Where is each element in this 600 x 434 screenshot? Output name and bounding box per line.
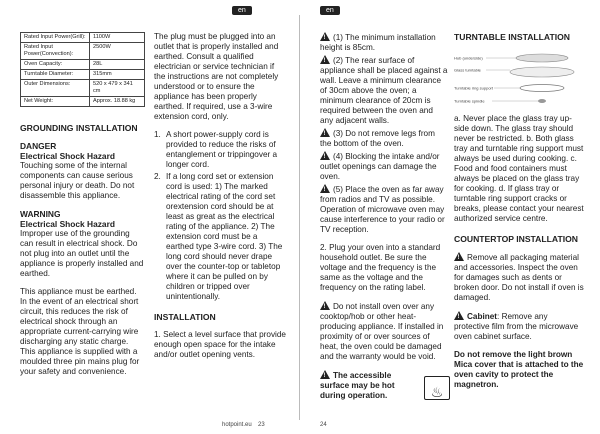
table-row: [21, 33, 145, 43]
turntable-title: TURNTABLE INSTALLATION: [454, 32, 570, 42]
warning-subtitle: Electrical Shock Hazard: [20, 219, 115, 229]
install-item-5: !(5) Place the oven as far away from radios and TV as possible. Operation of microwave oven may cause interference to your radio or TV reception.: [320, 184, 448, 235]
spec-value: 2500W: [90, 43, 145, 60]
install-item-2: !(2) The rear surface of appliance shall be placed against a wall. Leave a minimum clearance of 30cm above the oven; a minimum clearance of 20cm is required between the oven and any adjacent walls.: [320, 55, 448, 126]
table-row: [21, 70, 145, 80]
plug-in-text: 2. Plug your oven into a standard household outlet. Be sure the voltage and the frequency is the same as the voltage and the frequency on the rating label.: [320, 243, 441, 292]
spec-value: Approx. 18.88 kg: [90, 97, 145, 107]
footer-brand: hotpoint.eu: [222, 422, 252, 428]
spec-value: 28L: [90, 60, 145, 70]
hot-surface-warning: !The accessible surface may be hot during operation.: [320, 370, 412, 401]
spec-key: Net Weight:: [21, 97, 90, 107]
plug-text: The plug must be plugged into an outlet that is properly installed and earthed. Consult a qualified electrician or service technician if the instructions are not completely understood or to ensure the appliance has been properly earthed. If required, use a 3-wire extension cord, only.: [154, 32, 279, 121]
diagram-label: Hub (underside): [454, 55, 483, 61]
warning-icon: [320, 301, 330, 310]
countertop-title: COUNTERTOP INSTALLATION: [454, 234, 578, 244]
spec-key: Rated Input Power(Convection):: [21, 43, 90, 60]
glass-turntable-shape: [510, 67, 574, 77]
warning-icon: [320, 184, 330, 193]
spec-table: [20, 32, 145, 107]
left-column-2: [154, 32, 286, 368]
install-item-3: !(3) Do not remove legs from the bottom of the oven.: [320, 128, 448, 149]
diagram-label: Turntable ring support: [454, 85, 493, 91]
language-badge: en: [320, 6, 340, 15]
spec-key: Rated Input Power(Grill):: [21, 33, 90, 43]
turntable-diagram-graphic: [454, 50, 584, 108]
danger-subtitle: Electrical Shock Hazard: [20, 151, 115, 161]
warning-icon: [320, 32, 330, 41]
grounding-title: GROUNDING INSTALLATION: [20, 123, 138, 133]
spec-value: 520 x 479 x 341 cm: [90, 80, 145, 97]
warning-icon: [320, 128, 330, 137]
list-item: 2. If a long cord set or extension cord is used: 1) The marked electrical rating of the cord set orextension cord should be at least as great as the electrical rating of the appliance. 2) The extension cord must be a earthed type 3-wire cord. 3) The long cord should never drape over the counter-top or tabletop where it can be pulled on by children or tripped over unintentionally.: [154, 172, 283, 301]
right-column-1: [320, 32, 448, 401]
spec-key: Oven Capacity:: [21, 60, 90, 70]
cooktop-warning: !Do not install oven over any cooktop/hob or other heat-producing appliance. If installed in proximity of or over sources of heat, the oven could be damaged and the warranty would be void.: [320, 301, 448, 362]
mica-warning: Do not remove the light brown Mica cover that is attached to the oven cavity to protect the magnetron.: [454, 350, 584, 389]
warning-icon: [320, 151, 330, 160]
cord-list: [154, 130, 286, 302]
ring-support-shape: [520, 85, 564, 92]
turntable-text: a. Never place the glass tray up-side down. The glass tray should never be restricted. b. Both glass tray and turntable ring support must always be used during cooking. c. Food and food containers must always be placed on the glass tray for cooking. d. If glass tray or turntable ring support cracks or breaks, please contact your nearest authorized service centre.: [454, 114, 584, 223]
right-column-2: [454, 32, 584, 398]
warning-title: WARNING: [20, 209, 61, 219]
installation-title: INSTALLATION: [154, 312, 216, 322]
left-column-1: [20, 32, 145, 385]
table-row: [21, 60, 145, 70]
warning-icon: [320, 370, 330, 379]
hub-shape: [516, 54, 568, 62]
danger-title: DANGER: [20, 141, 57, 151]
table-row: [21, 97, 145, 107]
installation-text: 1. Select a level surface that provide enough open space for the intake and/or outlet opening vents.: [154, 330, 286, 359]
install-item-4: !(4) Blocking the intake and/or outlet openings can damage the oven.: [320, 151, 448, 182]
warning-icon: [454, 252, 464, 261]
danger-text: Touching some of the internal components can cause serious personal injury or death. Do not disassemble this appliance.: [20, 161, 135, 200]
countertop-text: !Remove all packaging material and accessories. Inspect the oven for damages such as dents or broken door. Do not install if oven is damaged.: [454, 252, 584, 303]
hot-surface-icon: ♨: [424, 376, 450, 400]
language-badge: en: [232, 6, 252, 15]
circuit-text: This appliance must be earthed. In the event of an electrical short circuit, this reduces the risk of electrical shock through an appropriate current-carrying wire discharging any static charge. This appliance is supplied with a moulded three pin mains plug for your safety and convenience.: [20, 287, 140, 376]
spec-key: Outer Dimensions:: [21, 80, 90, 97]
warning-icon: [454, 311, 464, 320]
page-number: 24: [320, 422, 327, 428]
spindle-shape: [538, 99, 546, 103]
table-row: [21, 80, 145, 97]
table-row: [21, 43, 145, 60]
right-page: [300, 0, 600, 434]
warning-text: Improper use of the grounding can result in electrical shock. Do not plug into an outlet until the appliance is properly installed and earthed.: [20, 229, 144, 278]
diagram-label: Glass turntable: [454, 67, 481, 73]
install-item-1: !(1) The minimum installation height is 85cm.: [320, 32, 448, 53]
turntable-diagram: [454, 50, 584, 108]
spec-key: Turntable Diameter:: [21, 70, 90, 80]
spec-value: 1100W: [90, 33, 145, 43]
list-item: 1. A short power-supply cord is provided to reduce the risks of entanglement or trippingover a longer cord.: [154, 130, 278, 169]
warning-icon: [320, 55, 330, 64]
page-number: 23: [258, 422, 265, 428]
diagram-label: Turntable spindle: [454, 98, 485, 104]
spec-value: 315mm: [90, 70, 145, 80]
cabinet-text: !Cabinet: Remove any protective film from the microwave oven cabinet surface.: [454, 311, 584, 342]
